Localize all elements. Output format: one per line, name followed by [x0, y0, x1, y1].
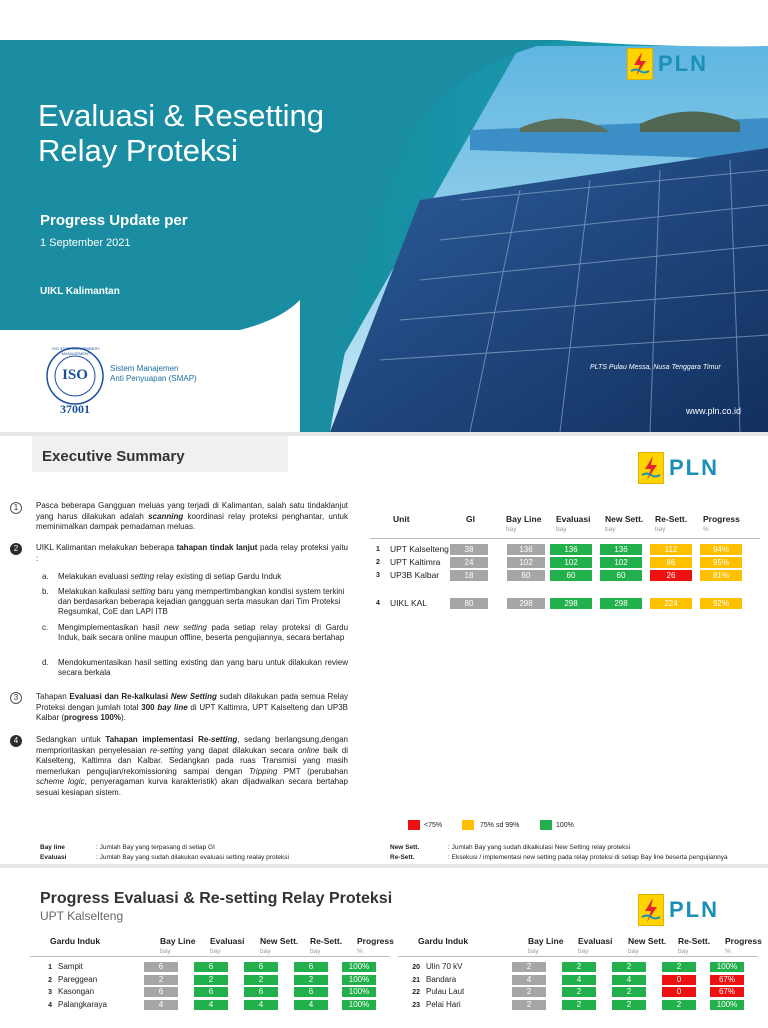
- cell-new-sett: 2: [612, 987, 646, 997]
- date: 1 September 2021: [40, 237, 131, 249]
- cell-gi: 18: [450, 570, 488, 581]
- table-header: Evaluasi: [210, 936, 245, 946]
- sub-item-letter: a.: [42, 572, 49, 581]
- cell-re-sett: 86: [650, 557, 692, 568]
- unit-name: UPT Kalselteng: [390, 544, 449, 554]
- pln-logo-icon: [638, 894, 664, 926]
- cell-new-sett: 4: [612, 975, 646, 985]
- table-header: Re-Sett.: [678, 936, 711, 946]
- table-header: Evaluasi: [578, 936, 613, 946]
- table-unit: bay: [556, 526, 567, 533]
- cell-bay-line: 4: [512, 975, 546, 985]
- row-number: 22: [412, 989, 420, 996]
- sub-item-letter: c.: [42, 623, 49, 632]
- unit-name: UIKL KAL: [390, 598, 428, 608]
- summary-item-4: Sedangkan untuk Tahapan implementasi Re-setting, sedang berlangsung,dengan memprioritaskan penyelesaian re-setting yang dapat dilakukan secara online baik di Kalselteng, Kaltimra dan Kalbar. Sedangkan pada ruas Transmisi yang masih memerlukan pengujian/rekomissioning sampai dengan Tripping PMT (perubahan scheme logic, penyeragaman kurva karakteristik) akan dijadwalkan secara bertahap sesuai kesiapan sistem.: [36, 735, 349, 797]
- cell-evaluasi: 4: [194, 1000, 228, 1010]
- pln-logo: [638, 452, 719, 484]
- cell-new-sett: 2: [612, 962, 646, 972]
- subtitle: Progress Update per: [40, 212, 188, 229]
- cell-evaluasi: 136: [550, 544, 592, 555]
- sub-item-d: Mendokumentasikan hasil setting existing dan yang baru untuk dilakukan review secara berkala: [58, 658, 348, 677]
- cell-new-sett: 102: [600, 557, 642, 568]
- cell-evaluasi: 2: [562, 1000, 596, 1010]
- cell-gi: 80: [450, 598, 488, 609]
- gardu-induk-name: Kasongan: [58, 987, 95, 996]
- cell-re-sett: 6: [294, 962, 328, 972]
- pln-logo-text: PLN: [669, 455, 719, 480]
- cell-bay-line: 298: [507, 598, 545, 609]
- gardu-induk-name: Ulin 70 kV: [426, 962, 463, 971]
- cell-re-sett: 112: [650, 544, 692, 555]
- cell-new-sett: 2: [612, 1000, 646, 1010]
- table-header: Gardu Induk: [50, 936, 101, 946]
- cell-new-sett: 60: [600, 570, 642, 581]
- cell-progress: 94%: [700, 544, 742, 555]
- cell-new-sett: 6: [244, 987, 278, 997]
- cell-re-sett: 2: [294, 975, 328, 985]
- executive-summary-slide: [0, 432, 768, 864]
- pln-logo-text: PLN: [658, 51, 708, 76]
- cell-progress: 67%: [710, 975, 744, 985]
- cell-progress: 100%: [342, 1000, 376, 1010]
- cell-progress: 95%: [700, 557, 742, 568]
- table-header: Progress: [725, 936, 762, 946]
- gardu-induk-name: Pulau Laut: [426, 987, 465, 996]
- row-number: 4: [48, 1001, 52, 1009]
- gardu-induk-name: Pelai Hari: [426, 999, 461, 1009]
- table-header: Gardu Induk: [418, 936, 469, 946]
- summary-item-2: UIKL Kalimantan melakukan beberapa tahapan tindak lanjut pada relay proteksi yaitu :: [36, 543, 348, 563]
- item-marker: 4: [10, 735, 22, 747]
- table-header: Unit: [393, 514, 410, 524]
- table-unit: %: [357, 948, 363, 955]
- sub-item-c: Mengimplementasikan hasil new setting pada setiap relay proteksi di Gardu Induk, baik secara online maupun offline, beserta pengujiannya, secara bertahap: [58, 623, 349, 642]
- pln-logo-icon: [627, 48, 653, 80]
- cell-bay-line: 2: [512, 1000, 546, 1010]
- table-unit: bay: [678, 948, 689, 955]
- legend-label: 100%: [556, 822, 574, 829]
- table-unit: bay: [310, 948, 321, 955]
- slide-title: Executive Summary: [42, 448, 185, 465]
- row-number: 1: [48, 964, 52, 971]
- table-unit: %: [703, 526, 709, 533]
- cell-re-sett: 2: [662, 962, 696, 972]
- definition-desc: : Jumlah Bay yang sudah dilakukan evaluasi setting realay proteksi: [96, 854, 289, 861]
- cell-bay-line: 102: [507, 557, 545, 568]
- cell-progress: 100%: [342, 962, 376, 972]
- table-header: New Sett.: [605, 514, 644, 524]
- definition-term: New Sett.: [390, 844, 420, 851]
- cell-re-sett: 6: [294, 987, 328, 997]
- legend-swatch-yellow: [462, 820, 474, 830]
- table-divider: [398, 956, 758, 957]
- table-header: Progress: [357, 936, 394, 946]
- row-number: 20: [412, 964, 420, 971]
- cell-progress: 67%: [710, 987, 744, 997]
- table-divider: [30, 956, 390, 957]
- table-unit: bay: [506, 526, 517, 533]
- cell-new-sett: 2: [244, 975, 278, 985]
- table-unit: %: [725, 948, 731, 955]
- gardu-induk-name: Pareggean: [58, 974, 98, 984]
- cell-bay-line: 2: [144, 975, 178, 985]
- cell-progress: 100%: [710, 962, 744, 972]
- cell-progress: 81%: [700, 570, 742, 581]
- title-line-1: Evaluasi & Resetting: [38, 98, 325, 133]
- cell-progress: 100%: [342, 975, 376, 985]
- cell-new-sett: 136: [600, 544, 642, 555]
- cell-evaluasi: 6: [194, 987, 228, 997]
- title-slide: [0, 0, 768, 432]
- pln-logo-text: PLN: [669, 897, 719, 922]
- smap-line-1: Sistem Manajemen: [110, 364, 179, 373]
- summary-item-1: Pasca beberapa Gangguan meluas yang terjadi di Kalimantan, salah satu tindaklanjut yang harus dilakukan adalah scanning koordinasi relay proteksi penghantar, untuk meminimalkan dampak pemadaman meluas.: [36, 501, 348, 531]
- unit-name: UPT Kaltimra: [390, 557, 441, 567]
- iso-label: ISO: [62, 367, 88, 383]
- item-marker: 1: [10, 502, 22, 514]
- cell-re-sett: 26: [650, 570, 692, 581]
- summary-item-3: Tahapan Evaluasi dan Re-kalkulasi New Setting sudah dilakukan pada semua Relay Proteksi dengan jumlah total 300 bay line di UPT Kaltimra, UPT Kalselteng dan UP3B Kalbar (progress 100%).: [36, 692, 349, 722]
- cell-bay-line: 4: [144, 1000, 178, 1010]
- gardu-induk-name: Bandara: [426, 974, 457, 984]
- cell-evaluasi: 4: [562, 975, 596, 985]
- legend-label: <75%: [424, 822, 443, 829]
- cell-bay-line: 6: [144, 987, 178, 997]
- smap-label: [110, 364, 197, 384]
- cell-evaluasi: 298: [550, 598, 592, 609]
- table-unit: bay: [578, 948, 589, 955]
- table-header: New Sett.: [628, 936, 667, 946]
- cell-new-sett: 298: [600, 598, 642, 609]
- table-header: Re-Sett.: [310, 936, 343, 946]
- row-number: 1: [376, 546, 380, 553]
- legend-swatch-red: [408, 820, 420, 830]
- table-divider: [370, 538, 760, 539]
- iso-badge: [42, 344, 108, 416]
- cell-progress: 100%: [342, 987, 376, 997]
- cell-evaluasi: 2: [562, 962, 596, 972]
- title-line-2: Relay Proteksi: [38, 133, 238, 168]
- sub-item-letter: b.: [42, 587, 49, 596]
- cell-bay-line: 6: [144, 962, 178, 972]
- cell-progress: 100%: [710, 1000, 744, 1010]
- row-number: 2: [376, 559, 380, 566]
- definition-desc: : Jumlah Bay yang sudah dikalkulasi New Setting relay proteksi: [448, 844, 631, 851]
- cell-bay-line: 136: [507, 544, 545, 555]
- pln-logo: [638, 894, 719, 926]
- table-header: New Sett.: [260, 936, 299, 946]
- gardu-induk-name: Palangkaraya: [58, 999, 107, 1009]
- unit-name: UIKL Kalimantan: [40, 286, 120, 297]
- cell-evaluasi: 2: [562, 987, 596, 997]
- unit-name: UP3B Kalbar: [390, 570, 440, 580]
- definition-term: Bay line: [40, 844, 65, 851]
- row-number: 2: [48, 976, 52, 984]
- table-header: Bay Line: [160, 936, 196, 946]
- definition-term: Evaluasi: [40, 854, 67, 861]
- sub-item-b: Melakukan kalkulasi setting baru yang mempertimbangkan kondisi system terkini dan berdasarkan beberapa kejadian gangguan serta masukan dari Tim Proteksi Regsumkal, CoE dan LAPI ITB: [58, 587, 345, 616]
- cell-re-sett: 0: [662, 975, 696, 985]
- gardu-induk-name: Sampit: [58, 962, 83, 971]
- row-number: 4: [376, 600, 380, 607]
- cell-re-sett: 4: [294, 1000, 328, 1010]
- sub-item-letter: d.: [42, 658, 49, 667]
- cell-new-sett: 4: [244, 1000, 278, 1010]
- smap-line-2: Anti Penyuapan (SMAP): [110, 374, 197, 383]
- table-unit: bay: [160, 948, 171, 955]
- table-unit: bay: [260, 948, 271, 955]
- table-header: Bay Line: [528, 936, 564, 946]
- website-url: www.pln.co.id: [686, 406, 742, 416]
- definition-term: Re-Sett.: [390, 854, 415, 861]
- cell-re-sett: 2: [662, 1000, 696, 1010]
- slide-title: [38, 98, 324, 168]
- cell-bay-line: 2: [512, 962, 546, 972]
- table-header: Evaluasi: [556, 514, 591, 524]
- table-unit: bay: [655, 526, 666, 533]
- iso-ring-text: ISO 37001 ANTI-BRIBERY MANAGEMENT: [52, 346, 100, 356]
- cell-evaluasi: 2: [194, 975, 228, 985]
- item-marker: 3: [10, 692, 22, 704]
- table-unit: bay: [210, 948, 221, 955]
- legend-swatch-green: [540, 820, 552, 830]
- row-number: 3: [48, 989, 52, 996]
- table-header: GI: [466, 514, 475, 524]
- item-marker: 2: [10, 543, 22, 555]
- table-header: Bay Line: [506, 514, 542, 524]
- cell-bay-line: 2: [512, 987, 546, 997]
- cell-re-sett: 224: [650, 598, 692, 609]
- pln-logo-icon: [638, 452, 664, 484]
- table-unit: bay: [528, 948, 539, 955]
- table-unit: bay: [628, 948, 639, 955]
- table-header: Re-Sett.: [655, 514, 688, 524]
- cell-re-sett: 0: [662, 987, 696, 997]
- definition-desc: : Eksekusi / implementasi new setting pada relay proteksi di setiap Bay line beserta pengujiannya: [448, 854, 728, 861]
- table-header: Progress: [703, 514, 740, 524]
- cell-bay-line: 60: [507, 570, 545, 581]
- slide-subtitle: UPT Kalselteng: [40, 909, 124, 923]
- pln-logo: [627, 48, 708, 80]
- cell-gi: 24: [450, 557, 488, 568]
- cell-evaluasi: 102: [550, 557, 592, 568]
- row-number: 21: [412, 976, 420, 984]
- progress-slide: [0, 864, 768, 1028]
- photo-caption: PLTS Pulau Messa, Nusa Tenggara Timur: [590, 364, 721, 371]
- cell-evaluasi: 6: [194, 962, 228, 972]
- cell-new-sett: 6: [244, 962, 278, 972]
- cell-evaluasi: 60: [550, 570, 592, 581]
- slide-title: Progress Evaluasi & Re-setting Relay Proteksi: [40, 890, 393, 907]
- row-number: 23: [412, 1001, 420, 1009]
- table-unit: bay: [605, 526, 616, 533]
- sub-item-a: Melakukan evaluasi setting relay existing di setiap Gardu Induk: [58, 572, 282, 581]
- cell-progress: 92%: [700, 598, 742, 609]
- legend-label: 75% sd 99%: [480, 822, 520, 829]
- row-number: 3: [376, 572, 380, 579]
- definition-desc: : Jumlah Bay yang terpasang di setiap GI: [96, 844, 215, 851]
- cell-gi: 38: [450, 544, 488, 555]
- iso-number: 37001: [60, 402, 90, 416]
